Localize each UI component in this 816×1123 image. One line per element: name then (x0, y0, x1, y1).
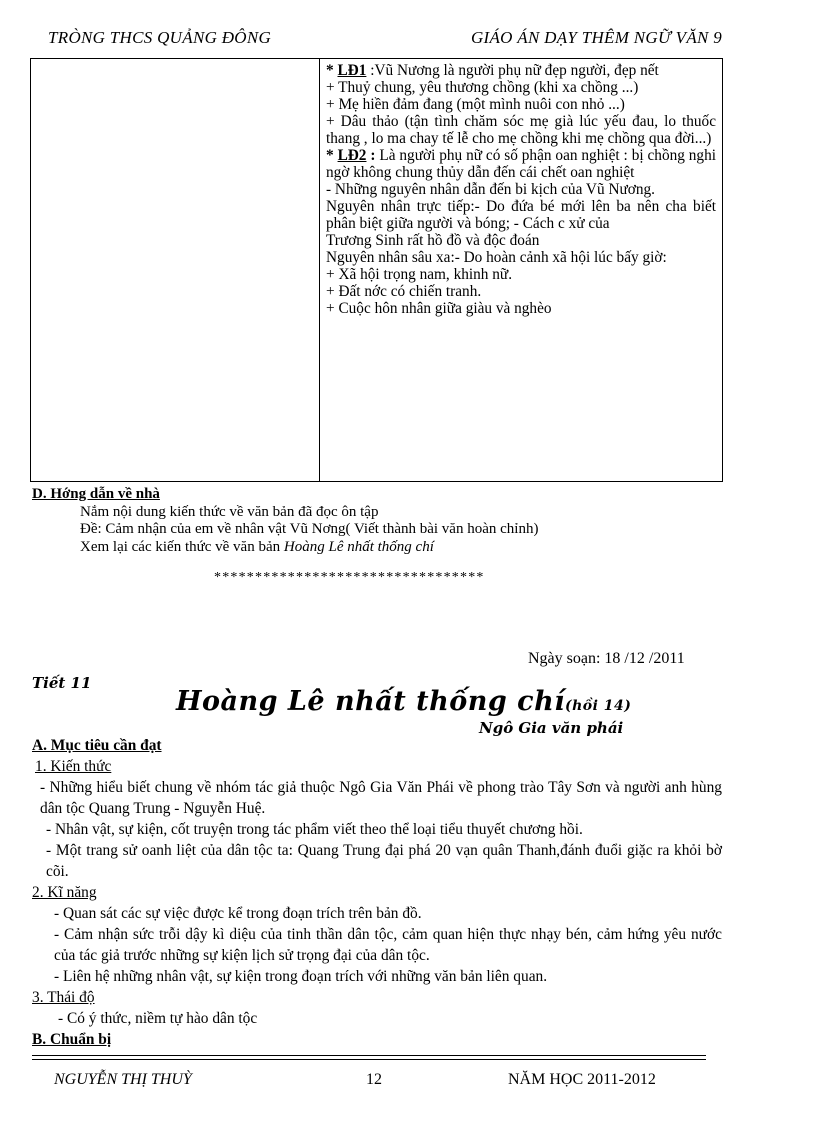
ld2-line: + Đất nớc có chiến tranh. (326, 283, 482, 300)
ld2-line: Trương Sinh rất hồ đồ và độc đoán (326, 232, 540, 249)
content-table (30, 58, 723, 482)
lesson-number: Tiết 11 (32, 674, 92, 692)
ld2-line: Nguyên nhân sâu xa:- Do hoàn cảnh xã hội lúc bấy giờ: (326, 249, 667, 266)
skills-item: - Liên hệ những nhân vật, sự kiện trong đoạn trích với những văn bản liên quan. (54, 968, 548, 985)
section-b-heading: B. Chuẩn bị (32, 1031, 112, 1048)
knowledge-heading: 1. Kiến thức (35, 758, 112, 775)
ld2-label: LĐ2 (337, 147, 367, 164)
skills-heading: 2. Kĩ năng (32, 884, 97, 901)
homework-book-title: Hoàng Lê nhất thống chí (283, 538, 434, 555)
ld2-line: + Cuộc hôn nhân giữa giàu và nghèo (326, 300, 552, 317)
header-subject: GIÁO ÁN DẠY THÊM NGỮ VĂN 9 (470, 28, 722, 47)
ld1-label: LĐ1 (337, 62, 367, 79)
footer-page-number: 12 (366, 1071, 382, 1088)
attitude-heading: 3. Thái độ (32, 989, 95, 1006)
section-a (32, 735, 722, 1050)
ld1-line: + Mẹ hiền đảm đang (một mình nuôi con nhỏ ...) (326, 96, 625, 113)
footer-rule (32, 1055, 706, 1056)
knowledge-item: - Nhân vật, sự kiện, cốt truyện trong tác phẩm viết theo thể loại tiểu thuyết chương hồi. (46, 821, 583, 838)
table-right-cell: * LĐ1 :Vũ Nương là người phụ nữ đẹp người, đẹp nết + Thuỷ chung, yêu thương chồng (khi xa chồng ...) + Mẹ hiền đảm đang (một mình nuôi con nhỏ ...) + Dâu thảo (tận tình chăm sóc mẹ già lúc yếu đau, lo thuốc thang , lo ma chay tế lễ cho mẹ chồng khi mẹ chồng qua đời...) * LĐ2 : Là người phụ nữ có số phận oan nghiệt : bị chồng nghi ngờ không chung thủy dẫn đến cái chết oan nghiệt - Những nguyên nhân dẫn đến bi kịch của Vũ Nương. Nguyên nhân trực tiếp:- Do đứa bé mới lên ba nên cha biết phân biệt giữa người và bóng; - Cách c xử của Trương Sinh rất hồ đồ và độc đoán Nguyên nhân sâu xa:- Do hoàn cảnh xã hội lúc bấy giờ: + Xã hội trọng nam, khinh nữ. + Đất nớc có chiến tranh. + Cuộc hôn nhân giữa giàu và nghèo (320, 59, 723, 482)
homework-section (32, 486, 722, 556)
ld2-line: + Xã hội trọng nam, khinh nữ. (326, 266, 513, 283)
skills-item: - Cảm nhận sức trỗi dậy kì diệu của tinh thần dân tộc, cảm quan hiện thực nhạy bén, cảm hứng yêu nước của tác giả trước những sự kiện lịch sử trọng đại của dân tộc. (54, 926, 722, 964)
lesson-title-suffix: (hồi 14) (564, 698, 632, 714)
skills-item: - Quan sát các sự việc được kể trong đoạn trích trên bản đồ. (54, 905, 422, 922)
footer-school-year: NĂM HỌC 2011-2012 (508, 1071, 656, 1088)
lesson-author: Ngô Gia văn phái (479, 719, 624, 737)
separator-stars: ********************************* (214, 570, 485, 585)
knowledge-item: - Một trang sử oanh liệt của dân tộc ta: Quang Trung đại phá 20 vạn quân Thanh,đánh đuổi giặc ra khỏi bờ cõi. (46, 842, 722, 880)
lesson-title: Hoàng Lê nhất thống chí(hồi 14) (176, 686, 632, 717)
ld1-line: + Dâu thảo (tận tình chăm sóc mẹ già lúc yếu đau, lo thuốc thang , lo ma chay tế lễ cho mẹ chồng khi mẹ chồng qua đời...) (326, 113, 716, 147)
homework-line: Xem lại các kiến thức về văn bản Hoàng Lê nhất thống chí (80, 538, 434, 555)
homework-line: Đề: Cảm nhận của em về nhân vật Vũ Nơng( Viết thành bài văn hoàn chỉnh) (80, 521, 539, 537)
ld1-line: + Thuỷ chung, yêu thương chồng (khi xa chồng ...) (326, 79, 639, 96)
table-left-cell (31, 59, 320, 482)
ld2-line: - Những nguyên nhân dẫn đến bi kịch của Vũ Nương. (326, 181, 655, 198)
homework-heading: D. Hớng dẫn về nhà (32, 486, 160, 502)
knowledge-item: - Những hiểu biết chung về nhóm tác giả thuộc Ngô Gia Văn Phái về phong trào Tây Sơn và người anh hùng dân tộc Quang Trung - Nguyễn Huệ. (40, 779, 722, 817)
ld2-line: Nguyên nhân trực tiếp:- Do đứa bé mới lên ba nên cha biết phân biệt giữa người và bóng; - Cách c xử của (326, 198, 716, 232)
section-a-heading: A. Mục tiêu cần đạt (32, 737, 162, 754)
homework-line: Nắm nội dung kiến thức về văn bản đã đọc ôn tập (80, 503, 379, 520)
attitude-item: - Có ý thức, niềm tự hào dân tộc (58, 1010, 258, 1027)
footer-author: NGUYỄN THỊ THUỲ (54, 1071, 192, 1088)
ld2-line: Là người phụ nữ có số phận oan nghiệt : bị chồng nghi ngờ không chung thủy dẫn đến cái chết oan nghiệt (326, 147, 716, 181)
footer-rule (32, 1059, 706, 1060)
prep-date: Ngày soạn: 18 /12 /2011 (528, 650, 685, 667)
header-school: TRÒNG THCS QUẢNG ĐÔNG (48, 28, 272, 47)
ld1-line: :Vũ Nương là người phụ nữ đẹp người, đẹp nết (370, 62, 659, 79)
